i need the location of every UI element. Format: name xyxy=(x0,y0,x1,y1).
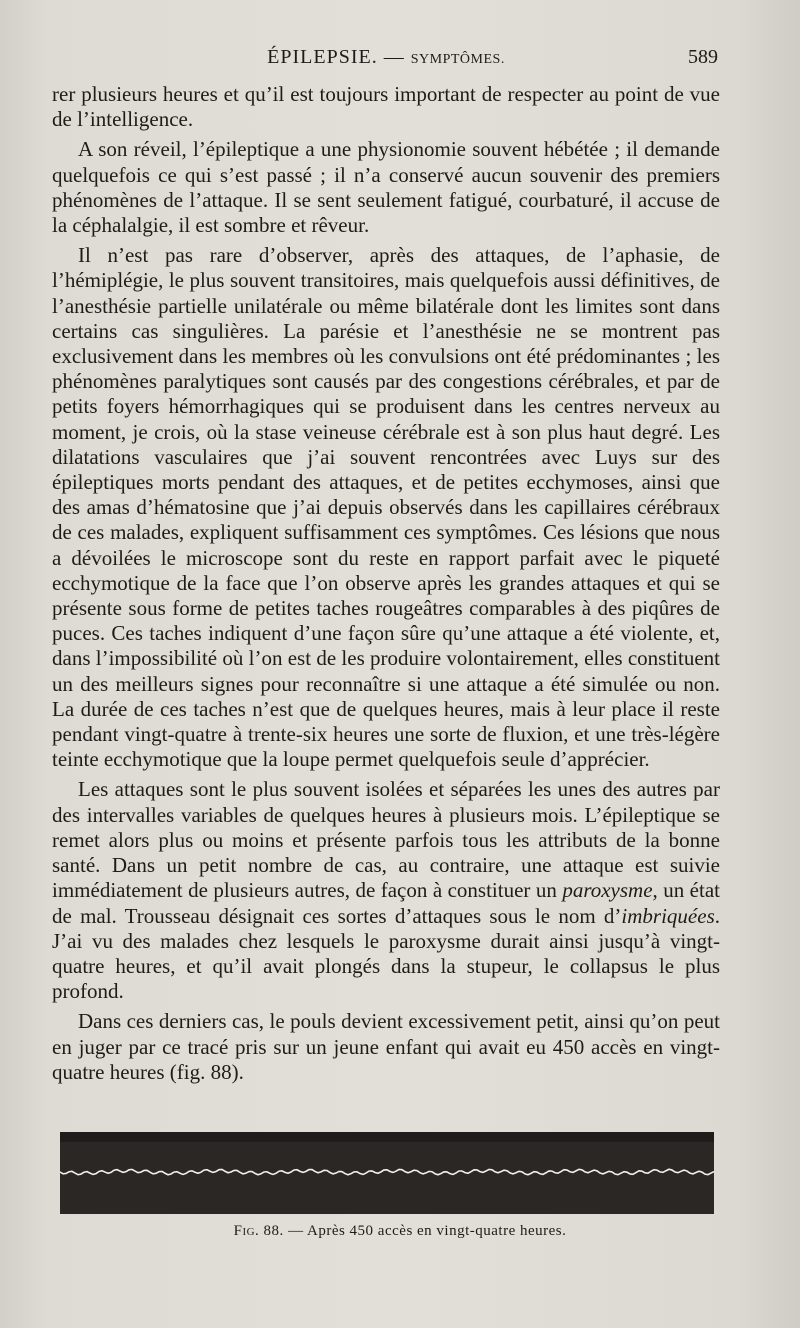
running-header xyxy=(52,46,720,74)
page-number: 589 xyxy=(688,46,718,68)
paragraph-5: Dans ces derniers cas, le pouls devient excessivement petit, ainsi qu’on peut en juger par ce tracé pris sur un jeune enfant qui avait eu 450 accès en vingt-quatre heures (fig. 88). xyxy=(52,1009,720,1084)
figure-88-pulse-trace xyxy=(60,1132,714,1214)
paragraph-4 xyxy=(52,777,720,1004)
figure-caption-text: — Après 450 accès en vingt-quatre heures. xyxy=(283,1223,567,1239)
term-imbriquees: imbriquées xyxy=(621,903,715,928)
figure-caption xyxy=(0,1223,800,1240)
pulse-trace-image xyxy=(60,1132,714,1214)
running-title xyxy=(52,46,720,69)
paragraph-1: rer plusieurs heures et qu’il est toujours important de respecter au point de vue de l’intelligence. xyxy=(52,82,720,132)
term-paroxysme: paroxysme xyxy=(562,878,653,903)
paragraph-4-part-1: Les attaques sont le plus souvent isolées et séparées les unes des autres par des intervalles variables de quelques heures à plusieurs mois. L’épileptique se remet alors plus ou moins et présente parfois tous les attributs de la bonne santé. Dans un petit nombre de cas, au contraire, une attaque est suivie immédiatement de plusieurs autres, de façon à constituer un xyxy=(52,777,720,903)
running-title-main: ÉPILEPSIE. — xyxy=(267,46,405,68)
paragraph-4-part-2: , un état de mal. Trousseau désignait ces sortes d’attaques sous le nom d’ xyxy=(52,878,720,928)
body-text xyxy=(52,82,720,1090)
paragraph-2: A son réveil, l’épileptique a une physionomie souvent hébétée ; il demande quelquefois ce qui s’est passé ; il n’a conservé aucun souvenir des premiers phénomènes de l’attaque. Il se sent seulement fatigué, courbaturé, il accuse de la céphalalgie, il est sombre et rêveur. xyxy=(52,137,720,238)
figure-caption-label: Fig. 88. xyxy=(233,1223,284,1239)
trace-band-top-shade xyxy=(60,1132,714,1142)
paragraph-3: Il n’est pas rare d’observer, après des attaques, de l’aphasie, de l’hémiplégie, le plus souvent transitoires, mais quelquefois aussi définitives, de l’anesthésie partielle unilatérale ou même bilatérale dont les limites sont dans certains cas singulières. La parésie et l’anesthésie ne se montrent pas exclusivement dans les membres où les convulsions ont été prédominantes ; les phénomènes paralytiques sont causés par des congestions cérébrales, et par de petits foyers hémorrhagiques qui se produisent dans les centres nerveux au moment, je crois, où la stase veineuse cérébrale est à son plus haut degré. Les dilatations vasculaires que j’ai souvent rencontrées avec Luys sur des épileptiques morts pendant des attaques, et de petites ecchymoses, ainsi que des amas d’hématosine que j’ai depuis observés dans les capillaires cérébraux de ces malades, expliquent suffisamment ces symptômes. Ces lésions que nous a dévoilées le microscope sont du reste en rapport parfait avec le piqueté ecchymotique de la face que l’on observe après les grandes attaques et qui se présente sous forme de petites taches rougeâtres comparables à des piqûres de puces. Ces taches indiquent d’une façon sûre qu’une attaque a été violente, et, dans l’impossibilité où l’on est de les produire volontairement, elles constituent un des meilleurs signes pour reconnaître si une attaque a été simulée ou non. La durée de ces taches n’est que de quelques heures, mais à leur place il reste pendant vingt-quatre à trente-six heures une sorte de fluxion, et une très-légère teinte ecchymotique que la loupe permet quelquefois seule d’apprécier. xyxy=(52,243,720,772)
paragraph-4-part-3: . J’ai vu des malades chez lesquels le paroxysme durait ainsi jusqu’à vingt-quatre heures, et qu’il avait plongés dans la stupeur, le collapsus le plus profond. xyxy=(52,903,720,1004)
running-title-sub: SYMPTÔMES. xyxy=(410,52,505,67)
